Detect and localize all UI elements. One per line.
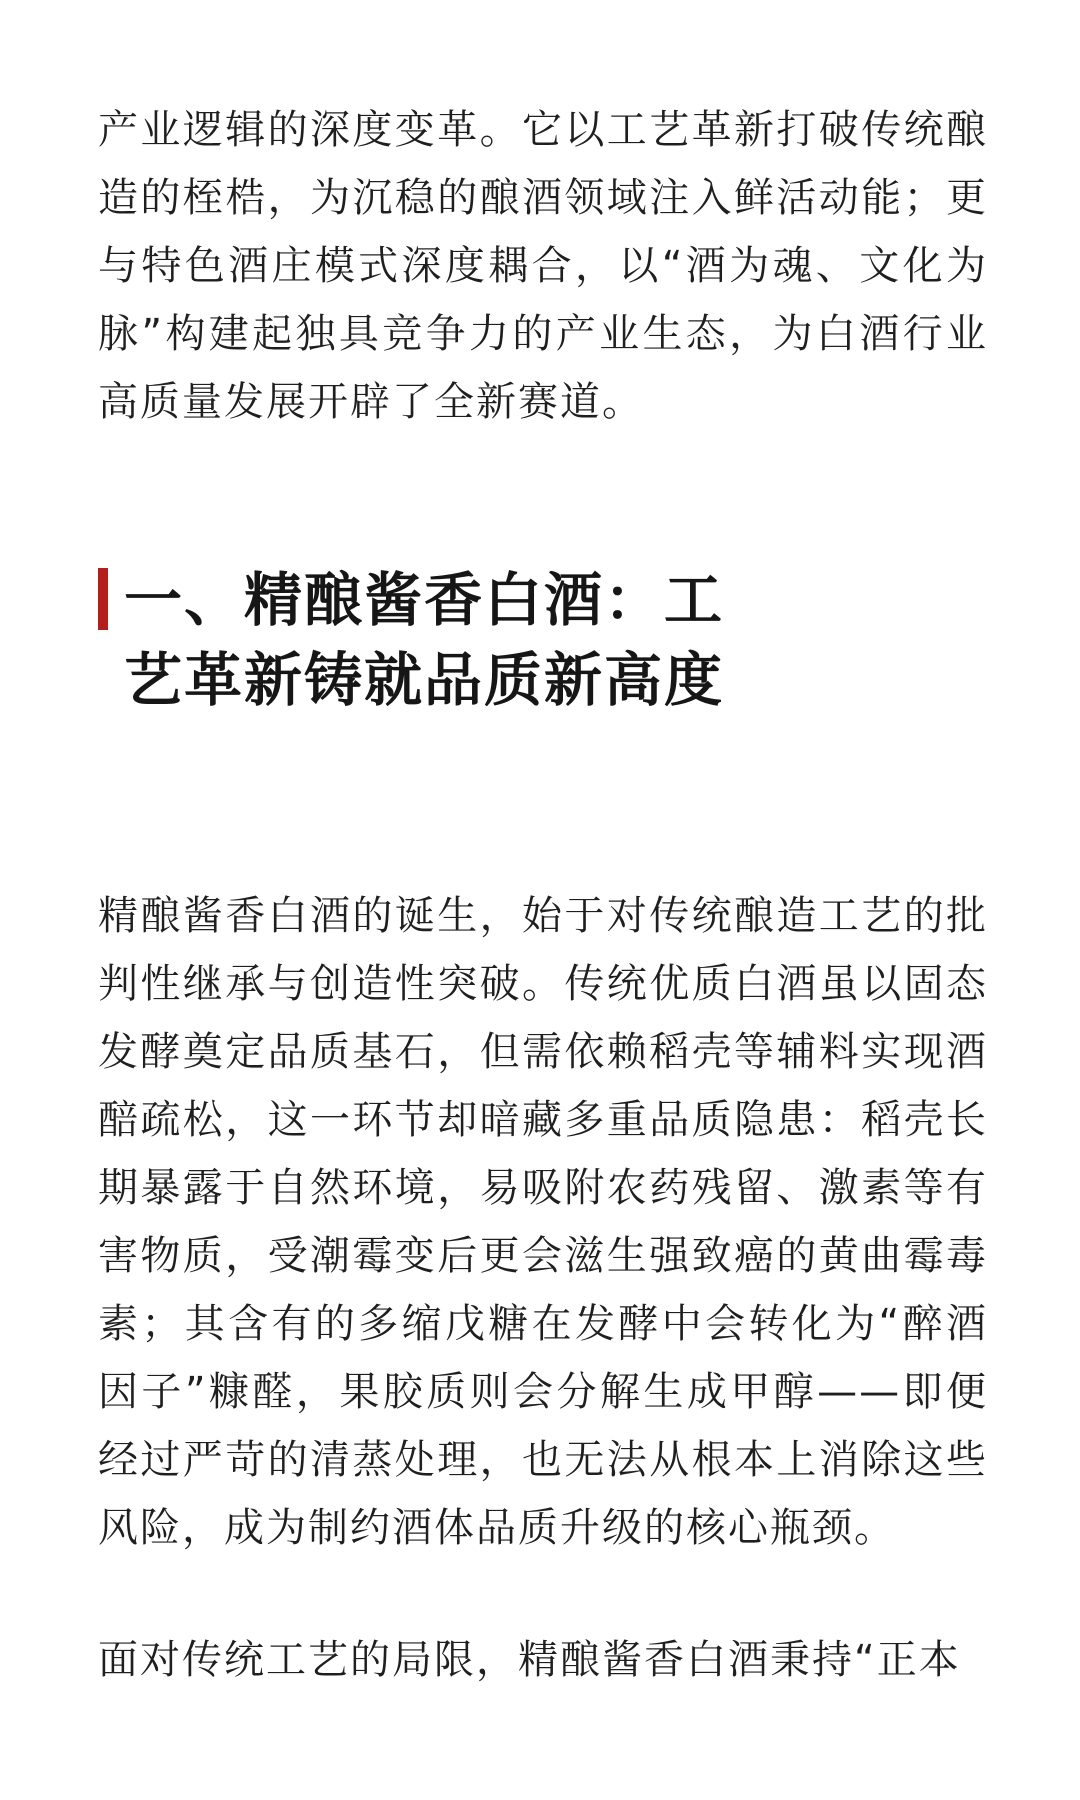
closing-paragraph: 面对传统工艺的局限，精酿酱香白酒秉持“正本 xyxy=(98,1637,961,1683)
body-paragraph: 精酿酱香白酒的诞生，始于对传统酿造工艺的批判性继承与创造性突破。传统优质白酒虽以固态发酵奠定品质基石，但需依赖稻壳等辅料实现酒醅疏松，这一环节却暗藏多重品质隐患：稻壳长期暴露于自然环境，易吸附农药残留、激素等有害物质，受潮霉变后更会滋生强致癌的黄曲霉毒素；其含有的多缩戊糖在发酵中会转化为“醉酒因子”糠醛，果胶质则会分解生成甲醇——即便经过严苛的清蒸处理，也无法从根本上消除这些风险，成为制约酒体品质升级的核心瓶颈。 xyxy=(98,893,988,1551)
heading-accent-bar xyxy=(98,568,108,630)
section-heading xyxy=(98,560,778,720)
section-title: 一、精酿酱香白酒：工艺革新铸就品质新高度 xyxy=(124,566,725,714)
intro-paragraph: 产业逻辑的深度变革。它以工艺革新打破传统酿造的桎梏，为沉稳的酿酒领域注入鲜活动能；更与特色酒庄模式深度耦合，以“酒为魂、文化为脉”构建起独具竞争力的产业生态，为白酒行业高质量发展开辟了全新赛道。 xyxy=(98,107,988,425)
closing-section xyxy=(98,1626,988,1694)
intro-section xyxy=(98,96,988,436)
body-section xyxy=(98,882,988,1562)
